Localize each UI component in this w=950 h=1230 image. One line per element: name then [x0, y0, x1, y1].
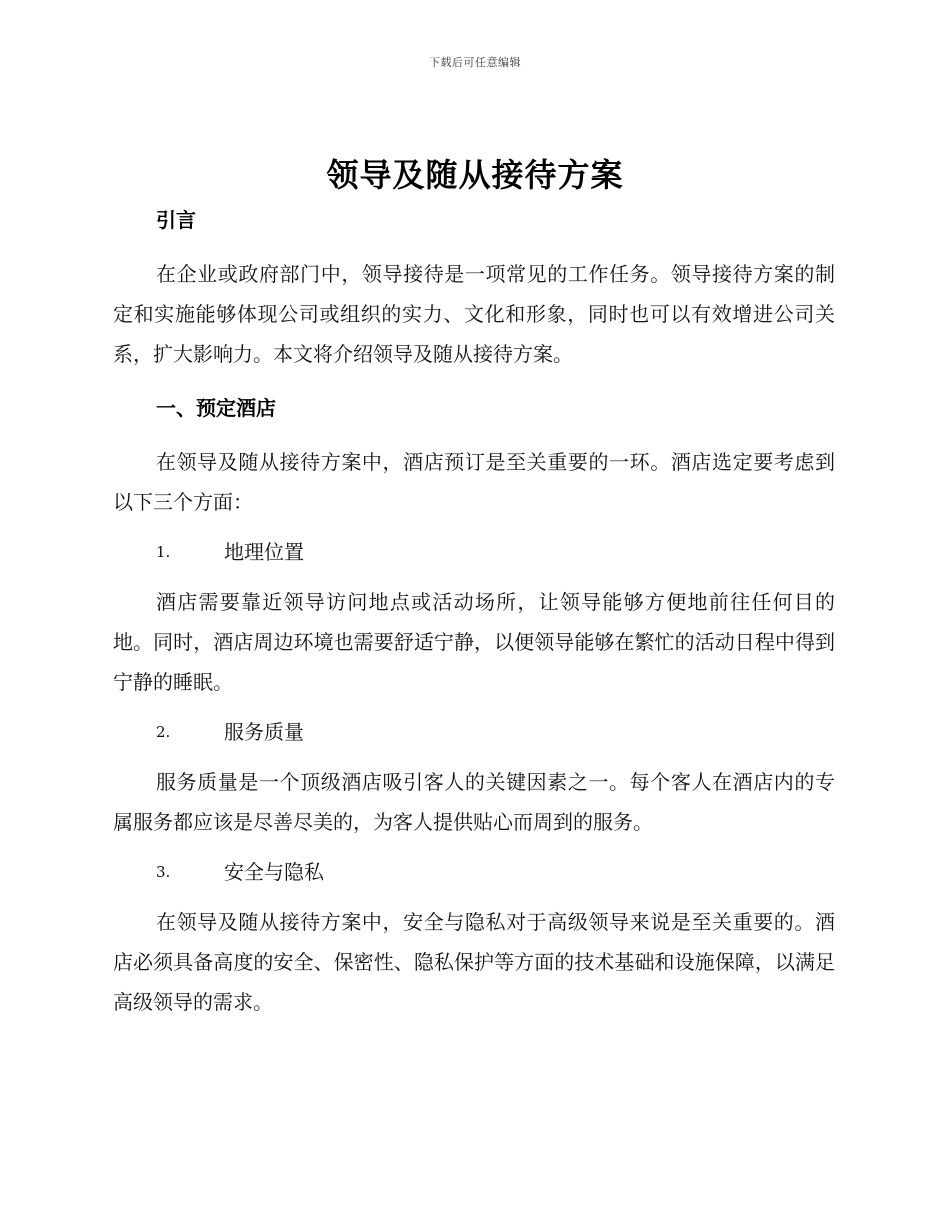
intro-heading: 引言 [156, 208, 196, 232]
list-label: 安全与隐私 [224, 860, 324, 884]
list-label: 服务质量 [224, 720, 304, 744]
list-item-1-paragraph: 酒店需要靠近领导访问地点或活动场所，让领导能够方便地前往任何目的地。同时，酒店周边环境也需要舒适宁静，以便领导能够在繁忙的活动日程中得到宁静的睡眠。 [113, 590, 835, 694]
list-number: 1. [156, 543, 171, 561]
list-label: 地理位置 [224, 540, 304, 564]
document-body [113, 200, 835, 1022]
list-item-3-paragraph: 在领导及随从接待方案中，安全与隐私对于高级领导来说是至关重要的。酒店必须具备高度的安全、保密性、隐私保护等方面的技术基础和设施保障，以满足高级领导的需求。 [113, 910, 835, 1014]
document-title: 领导及随从接待方案 [326, 156, 624, 194]
list-item-2 [113, 712, 835, 752]
header-note: 下载后可任意编辑 [429, 56, 521, 69]
list-item-2-paragraph: 服务质量是一个顶级酒店吸引客人的关键因素之一。每个客人在酒店内的专属服务都应该是尽善尽美的，为客人提供贴心而周到的服务。 [113, 770, 835, 834]
intro-paragraph: 在企业或政府部门中，领导接待是一项常见的工作任务。领导接待方案的制定和实施能够体现公司或组织的实力、文化和形象，同时也可以有效增进公司关系，扩大影响力。本文将介绍领导及随从接待方案。 [113, 262, 835, 366]
list-item-3 [113, 852, 835, 892]
section-1-paragraph: 在领导及随从接待方案中，酒店预订是至关重要的一环。酒店选定要考虑到以下三个方面： [113, 450, 835, 514]
list-number: 2. [156, 723, 171, 741]
section-1-heading: 一、预定酒店 [156, 396, 276, 420]
list-number: 3. [156, 863, 171, 881]
list-item-1 [113, 532, 835, 572]
